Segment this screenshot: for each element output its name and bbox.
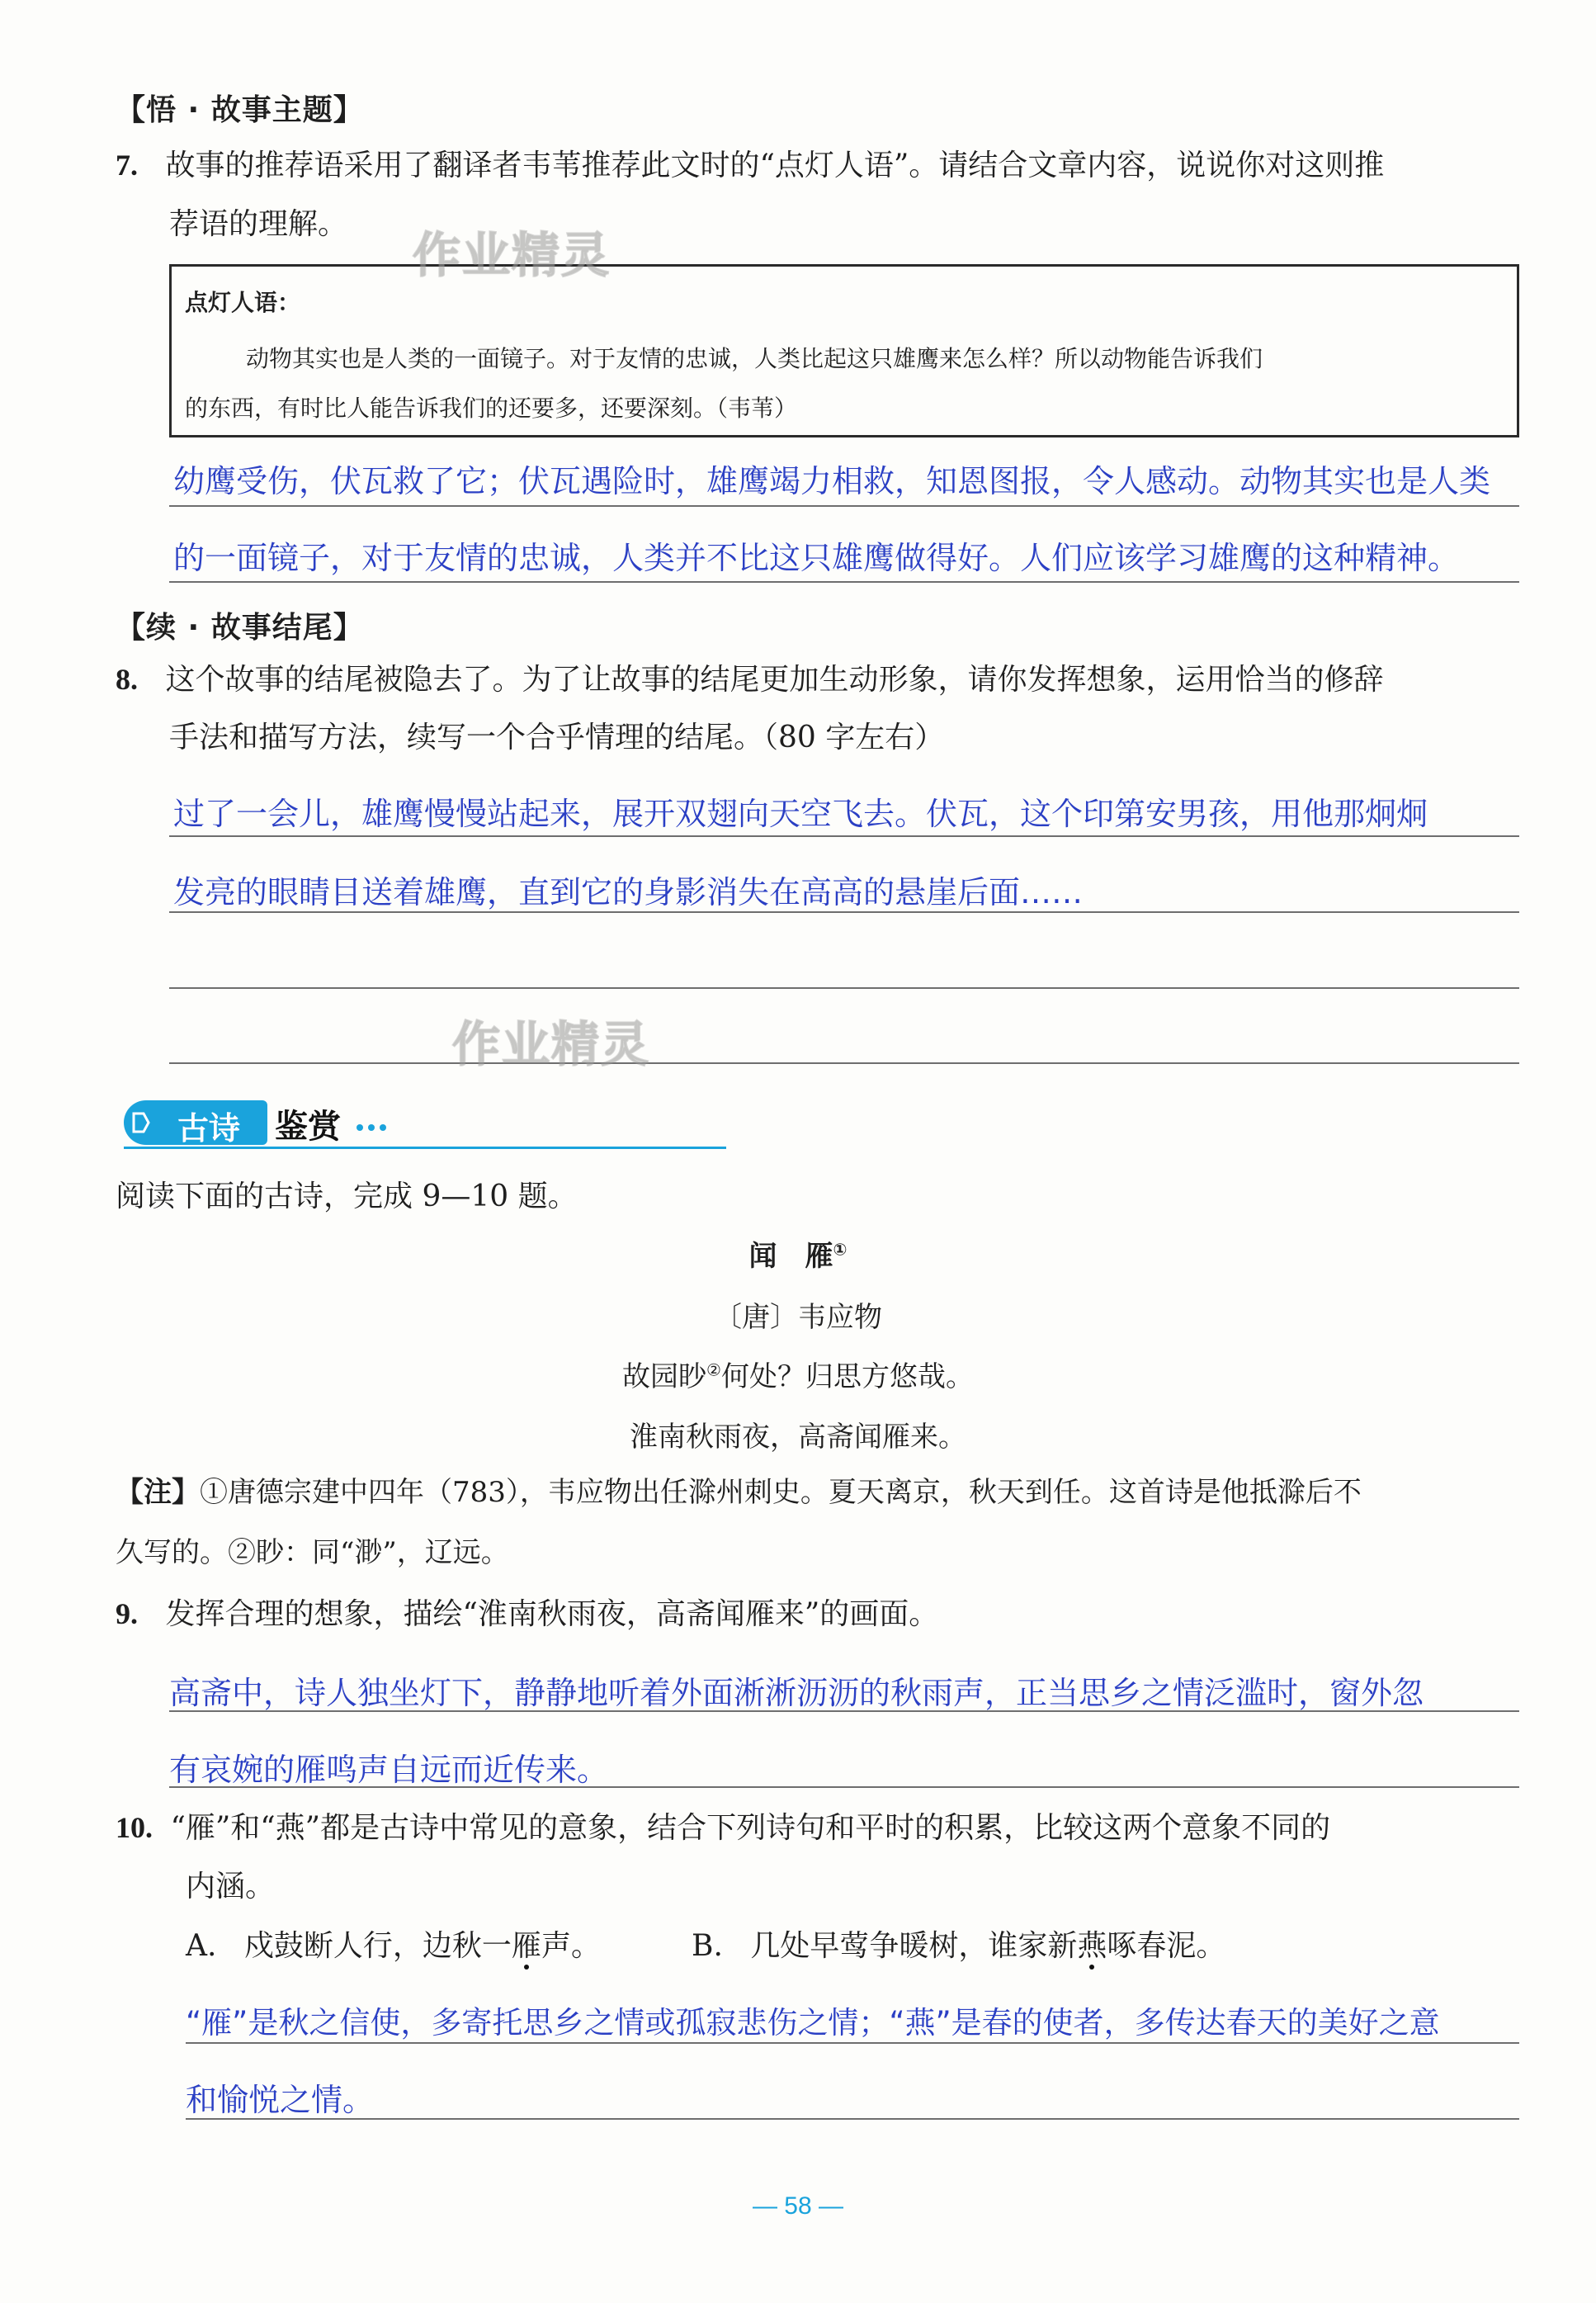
section-badge-text: 古诗 (177, 1110, 241, 1147)
answer-rule (169, 911, 1519, 913)
poem-line2: 淮南秋雨夜，高斋闻雁来。 (630, 1421, 966, 1454)
q8-line1 (116, 650, 1383, 710)
q7-number: 7. (116, 149, 138, 182)
answer-rule (169, 987, 1519, 989)
q9-number: 9. (116, 1597, 138, 1630)
q10-text1: “雁”和“燕”都是古诗中常见的意象，结合下列诗句和平时的积累，比较这两个意象不同的 (170, 1811, 1331, 1845)
q7-text1: 故事的推荐语采用了翻译者韦苇推荐此文时的“点灯人语”。请结合文章内容，说说你对这则推 (165, 149, 1385, 182)
box-line2: 的东西，有时比人能告诉我们的还要多，还要深刻。（韦苇） (185, 395, 798, 422)
tag-icon (124, 1100, 157, 1145)
notes-label: 【注】 (116, 1476, 200, 1509)
section-heading-wu: 【悟 · 故事主题】 (116, 93, 364, 127)
answer-rule (169, 1786, 1519, 1788)
q9-answer2: 有哀婉的雁鸣声自远而近传来。 (169, 1752, 609, 1788)
section-dots (357, 1118, 391, 1134)
answer-rule (186, 2042, 1519, 2044)
section-title: 鉴赏 (275, 1108, 341, 1146)
section-underline (124, 1147, 726, 1149)
poem-author: 〔唐〕韦应物 (714, 1301, 882, 1334)
q10-line2: 内涵。 (186, 1870, 276, 1903)
reading-intro: 阅读下面的古诗，完成 9—10 题。 (116, 1180, 578, 1213)
box-line1: 动物其实也是人类的一面镜子。对于友情的忠诚，人类比起这只雄鹰来怎么样？所以动物能告诉我们 (246, 345, 1263, 372)
q8-number: 8. (116, 663, 138, 696)
q9-text1: 发挥合理的想象，描绘“淮南秋雨夜，高斋闻雁来”的画面。 (165, 1597, 939, 1631)
q7-line2: 荐语的理解。 (169, 207, 348, 241)
poem-title: 闻 雁① (748, 1239, 848, 1273)
q10-answer2: 和愉悦之情。 (186, 2082, 375, 2118)
watermark: 作业精灵 (452, 1016, 651, 1072)
answer-rule (169, 1062, 1519, 1064)
q10-line1 (116, 1798, 1330, 1858)
answer-rule (186, 2118, 1519, 2120)
answer-rule (169, 1710, 1519, 1712)
q7-answer2: 的一面镜子，对于友情的忠诚，人类并不比这只雄鹰做得好。人们应该学习雄鹰的这种精神。 (173, 540, 1460, 576)
box-title: 点灯人语： (185, 289, 301, 316)
notes-line1: 【注】①唐德宗建中四年（783），韦应物出任滁州刺史。夏天离京，秋天到任。这首诗是他抵滁后不 (116, 1476, 1362, 1509)
answer-rule (169, 835, 1519, 837)
poem-line1: 故园眇②何处？归思方悠哉。 (622, 1360, 974, 1393)
q8-answer1: 过了一会儿，雄鹰慢慢站起来，展开双翅向天空飞去。伏瓦，这个印第安男孩，用他那炯炯 (173, 796, 1428, 832)
answer-rule (169, 581, 1519, 583)
answer-rule (169, 505, 1519, 507)
q8-text1: 这个故事的结尾被隐去了。为了让故事的结尾更加生动形象，请你发挥想象，运用恰当的修辞 (165, 663, 1384, 697)
recommendation-box (169, 264, 1519, 437)
q10-number: 10. (116, 1811, 153, 1844)
option-a: A. 戍鼓断人行，边秋一雁声。 (186, 1929, 601, 1963)
page-number: — 58 — (752, 2192, 844, 2220)
notes-line2: 久写的。②眇：同“渺”，辽远。 (116, 1536, 509, 1569)
q10-answer1: “雁”是秋之信使，多寄托思乡之情或孤寂悲伤之情；“燕”是春的使者，多传达春天的美好之意 (186, 2005, 1440, 2041)
q8-answer2: 发亮的眼睛目送着雄鹰，直到它的身影消失在高高的悬崖后面…… (173, 874, 1084, 910)
q9-line1 (116, 1584, 938, 1644)
q8-line2: 手法和描写方法，续写一个合乎情理的结尾。（80 字左右） (169, 721, 945, 754)
section-heading-xu: 【续 · 故事结尾】 (116, 611, 364, 645)
watermark: 作业精灵 (413, 227, 611, 283)
option-b: B. 几处早莺争暖树，谁家新燕啄春泥。 (692, 1929, 1226, 1963)
q7-line1 (116, 135, 1384, 196)
q7-answer1: 幼鹰受伤，伏瓦救了它；伏瓦遇险时，雄鹰竭力相救，知恩图报，令人感动。动物其实也是人类 (173, 463, 1491, 499)
q9-answer1: 高斋中，诗人独坐灯下，静静地听着外面淅淅沥沥的秋雨声，正当思乡之情泛滥时，窗外忽 (169, 1675, 1424, 1711)
